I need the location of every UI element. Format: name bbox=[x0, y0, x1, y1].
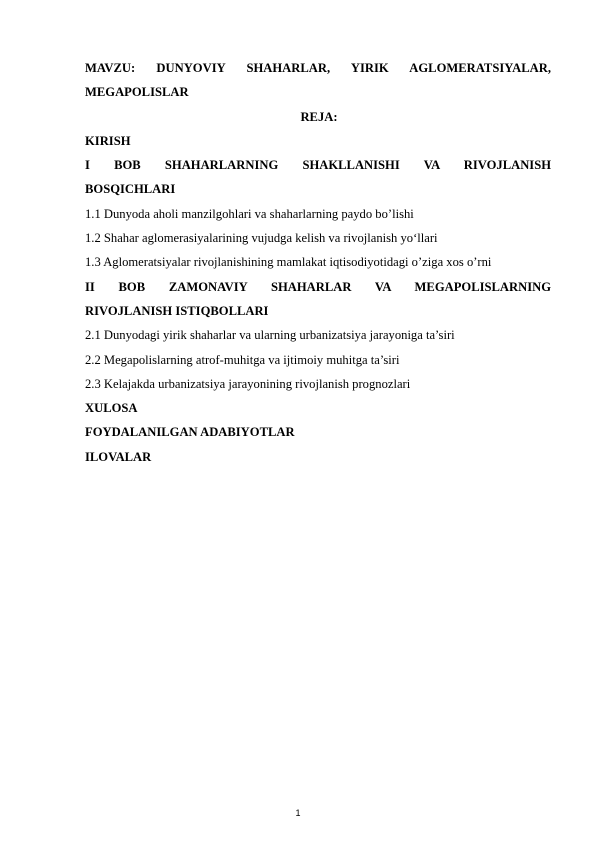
page-number: 1 bbox=[295, 808, 301, 818]
document-content bbox=[85, 56, 551, 469]
section-1-3: 1.3 Aglomeratsiyalar rivojlanishining mamlakat iqtisodiyotidagi o’ziga xos o’rni bbox=[85, 255, 492, 270]
section-2-1: 2.1 Dunyodagi yirik shaharlar va ularning urbanizatsiya jarayoniga ta’siri bbox=[85, 328, 455, 343]
introduction-heading: KIRISH bbox=[85, 133, 131, 148]
chapter-1-title-line-1: I BOB SHAHARLARNING SHAKLLANISHI VA RIVOJLANISH bbox=[85, 158, 551, 173]
appendices-heading: ILOVALAR bbox=[85, 449, 152, 464]
section-1-2: 1.2 Shahar aglomerasiyalarining vujudga kelish va rivojlanish yo‘llari bbox=[85, 231, 438, 246]
chapter-1-title-line-2: BOSQICHLARI bbox=[85, 182, 176, 197]
section-2-3: 2.3 Kelajakda urbanizatsiya jarayonining rivojlanish prognozlari bbox=[85, 376, 411, 391]
conclusion-heading: XULOSA bbox=[85, 401, 138, 416]
topic-title-line-1: MAVZU: DUNYOVIY SHAHARLAR, YIRIK AGLOMERATSIYALAR, bbox=[85, 61, 551, 75]
section-2-2: 2.2 Megapolislarning atrof-muhitga va ijtimoiy muhitga ta’siri bbox=[85, 352, 400, 367]
plan-heading: REJA: bbox=[300, 109, 338, 124]
section-1-1: 1.1 Dunyoda aholi manzilgohlari va shaharlarning paydo bo’lishi bbox=[85, 206, 414, 221]
topic-title-line-2: MEGAPOLISLAR bbox=[85, 85, 189, 100]
chapter-2-title-line-1: II BOB ZAMONAVIY SHAHARLAR VA MEGAPOLISLARNING bbox=[85, 279, 551, 294]
references-heading: FOYDALANILGAN ADABIYOTLAR bbox=[85, 425, 295, 440]
chapter-2-title-line-2: RIVOJLANISH ISTIQBOLLARI bbox=[85, 303, 269, 318]
